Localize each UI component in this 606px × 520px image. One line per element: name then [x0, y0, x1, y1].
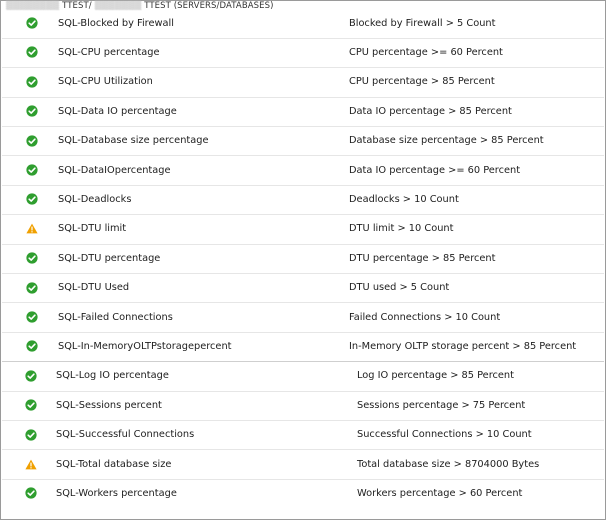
alert-rule-row[interactable]	[0, 68, 606, 96]
alert-rule-condition: DTU limit > 10 Count	[349, 223, 454, 235]
alert-rule-row[interactable]	[0, 38, 606, 66]
alert-rule-condition: CPU percentage >= 60 Percent	[349, 46, 503, 58]
warning-triangle-icon	[25, 458, 37, 470]
alert-rule-name[interactable]: SQL-DataIOpercentage	[58, 164, 171, 176]
check-circle-icon	[26, 282, 38, 294]
check-circle-icon	[25, 399, 37, 411]
alert-rule-condition: CPU percentage > 85 Percent	[349, 76, 495, 88]
path-segment-resource: TTEST (SERVERS/DATABASES)	[144, 1, 274, 11]
check-circle-icon	[26, 105, 38, 117]
check-circle-icon	[26, 17, 38, 29]
alert-rule-row[interactable]	[0, 274, 606, 302]
alert-rule-name[interactable]: SQL-Data IO percentage	[58, 105, 177, 117]
check-circle-icon	[26, 340, 38, 352]
alert-rule-condition: In-Memory OLTP storage percent > 85 Percent	[349, 340, 577, 352]
alert-rule-name[interactable]: SQL-Blocked by Firewall	[58, 17, 174, 29]
alert-rule-condition: Blocked by Firewall > 5 Count	[349, 17, 496, 29]
alert-rule-name[interactable]: SQL-Database size percentage	[58, 135, 209, 147]
alert-rule-row[interactable]	[0, 421, 606, 449]
path-segment: TTEST/	[62, 1, 92, 11]
alert-rule-row[interactable]	[0, 303, 606, 331]
alert-rule-row[interactable]	[0, 185, 606, 213]
alert-rule-name[interactable]: SQL-CPU percentage	[58, 46, 160, 58]
alert-rule-name[interactable]: SQL-DTU Used	[58, 282, 130, 294]
check-circle-icon	[26, 76, 38, 88]
alert-rule-row[interactable]	[0, 97, 606, 125]
alert-rule-row[interactable]	[0, 215, 606, 243]
alert-rule-name[interactable]: SQL-Workers percentage	[56, 487, 177, 499]
alert-rule-condition: DTU percentage > 85 Percent	[349, 252, 496, 264]
alert-rule-condition: Failed Connections > 10 Count	[349, 311, 501, 323]
alert-rule-row[interactable]	[0, 332, 606, 360]
alert-rule-name[interactable]: SQL-In-MemoryOLTPstoragepercent	[58, 340, 232, 352]
alert-rule-name[interactable]: SQL-Log IO percentage	[56, 370, 169, 382]
alert-rule-condition: DTU used > 5 Count	[349, 282, 450, 294]
check-circle-icon	[26, 252, 38, 264]
check-circle-icon	[26, 311, 38, 323]
check-circle-icon	[25, 429, 37, 441]
alert-rule-name[interactable]: SQL-Total database size	[56, 458, 172, 470]
check-circle-icon	[26, 46, 38, 58]
alert-rule-condition: Database size percentage > 85 Percent	[349, 135, 544, 147]
alert-rule-name[interactable]: SQL-DTU limit	[58, 223, 127, 235]
alert-rule-condition: Data IO percentage >= 60 Percent	[349, 164, 521, 176]
alert-rule-row[interactable]	[0, 9, 606, 37]
alert-rule-condition: Log IO percentage > 85 Percent	[357, 370, 514, 382]
alert-rule-row[interactable]	[0, 156, 606, 184]
alert-rule-row[interactable]	[0, 391, 606, 419]
alert-rule-condition: Workers percentage > 60 Percent	[357, 487, 523, 499]
check-circle-icon	[26, 135, 38, 147]
alert-rule-name[interactable]: SQL-Successful Connections	[56, 429, 195, 441]
alert-rule-row[interactable]	[0, 127, 606, 155]
alert-rule-row[interactable]	[0, 244, 606, 272]
alert-rule-name[interactable]: SQL-DTU percentage	[58, 252, 161, 264]
check-circle-icon	[25, 370, 37, 382]
alert-rule-name[interactable]: SQL-Sessions percent	[56, 399, 162, 411]
alert-rule-condition: Data IO percentage > 85 Percent	[349, 105, 512, 117]
alert-rule-condition: Successful Connections > 10 Count	[357, 429, 532, 441]
alert-rule-name[interactable]: SQL-Deadlocks	[58, 193, 132, 205]
redacted-path-segment: ▒▒▒▒▒▒▒	[94, 1, 142, 11]
warning-triangle-icon	[26, 223, 38, 235]
alert-rule-name[interactable]: SQL-Failed Connections	[58, 311, 173, 323]
alert-rule-condition: Deadlocks > 10 Count	[349, 193, 459, 205]
check-circle-icon	[25, 487, 37, 499]
check-circle-icon	[26, 164, 38, 176]
alert-rule-condition: Sessions percentage > 75 Percent	[357, 399, 526, 411]
redacted-path-segment: ▒▒▒▒▒▒▒▒	[6, 1, 60, 11]
alert-rule-row[interactable]	[0, 479, 606, 507]
alert-rule-condition: Total database size > 8704000 Bytes	[357, 458, 540, 470]
alert-rule-name[interactable]: SQL-CPU Utilization	[58, 76, 153, 88]
check-circle-icon	[26, 193, 38, 205]
alert-rule-row[interactable]	[0, 450, 606, 478]
alert-rule-row[interactable]	[0, 362, 606, 390]
